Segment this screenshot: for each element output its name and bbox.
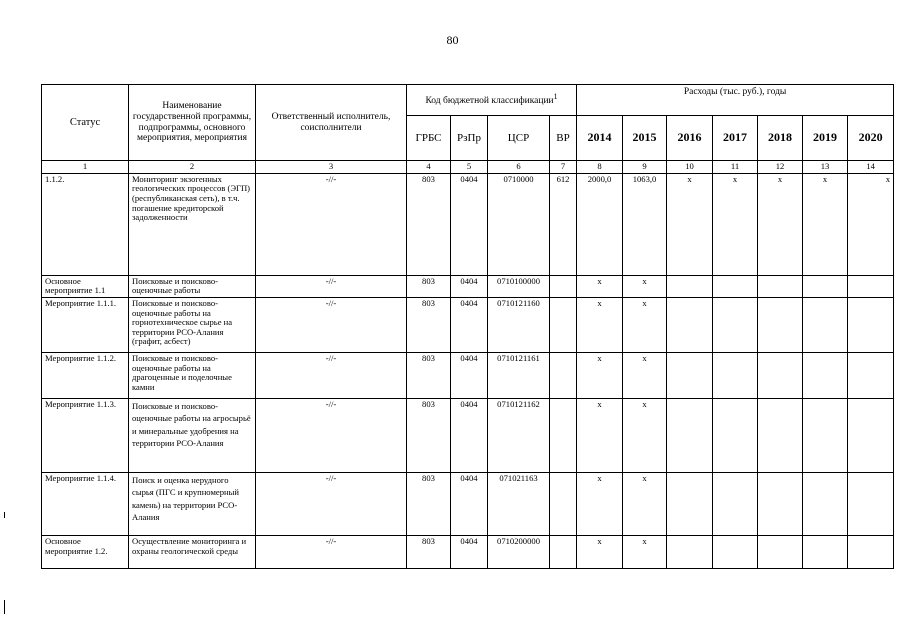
column-number: 4	[407, 161, 451, 174]
header-status: Статус	[42, 85, 129, 161]
row-2014: x	[577, 535, 623, 568]
row-2020: x	[848, 173, 894, 275]
header-grbs: ГРБС	[407, 116, 451, 161]
budget-code-label: Код бюджетной классификации	[425, 96, 554, 107]
column-number: 12	[758, 161, 803, 174]
page-number: 80	[446, 33, 459, 47]
scan-edge-mark	[4, 600, 5, 614]
scan-edge-mark	[4, 512, 5, 518]
row-vr	[550, 472, 577, 535]
row-executor: -//-	[256, 275, 407, 297]
row-2019	[803, 352, 848, 398]
row-2015: x	[623, 275, 667, 297]
column-number: 10	[667, 161, 713, 174]
row-status: Мероприятие 1.1.1.	[42, 297, 129, 352]
row-2017	[713, 535, 758, 568]
row-executor: -//-	[256, 535, 407, 568]
row-status: Мероприятие 1.1.4.	[42, 472, 129, 535]
row-grbs: 803	[407, 275, 451, 297]
row-2017	[713, 275, 758, 297]
row-vr: 612	[550, 173, 577, 275]
row-2018	[758, 535, 803, 568]
header-year-2017: 2017	[713, 116, 758, 161]
table-row	[42, 275, 894, 297]
header-year-2018: 2018	[758, 116, 803, 161]
row-vr	[550, 398, 577, 472]
table-row	[42, 472, 894, 535]
row-2018	[758, 275, 803, 297]
row-2020	[848, 352, 894, 398]
row-csr: 0710121162	[488, 398, 550, 472]
row-2015: x	[623, 297, 667, 352]
row-grbs: 803	[407, 535, 451, 568]
row-rzpr: 0404	[451, 398, 488, 472]
row-2014: 2000,0	[577, 173, 623, 275]
column-number: 9	[623, 161, 667, 174]
row-2015: x	[623, 398, 667, 472]
row-name: Осуществление мониторинга и охраны геологической среды	[129, 535, 256, 568]
header-csr: ЦСР	[488, 116, 550, 161]
row-csr: 0710121161	[488, 352, 550, 398]
row-grbs: 803	[407, 398, 451, 472]
row-grbs: 803	[407, 352, 451, 398]
header-budget-code	[407, 85, 577, 116]
row-status: Мероприятие 1.1.3.	[42, 398, 129, 472]
row-2015: 1063,0	[623, 173, 667, 275]
row-status: Мероприятие 1.1.2.	[42, 352, 129, 398]
row-rzpr: 0404	[451, 297, 488, 352]
row-vr	[550, 352, 577, 398]
row-2020	[848, 275, 894, 297]
row-grbs: 803	[407, 297, 451, 352]
header-row-1	[42, 85, 894, 116]
row-2016	[667, 472, 713, 535]
row-2014: x	[577, 297, 623, 352]
row-name: Поисковые и поисково-оценочные работы на горнотехническое сырье на территории РСО-Алания (графит, асбест)	[129, 297, 256, 352]
row-2019	[803, 275, 848, 297]
budget-table	[41, 84, 894, 569]
row-status: Основное мероприятие 1.1	[42, 275, 129, 297]
row-2019	[803, 297, 848, 352]
row-2017	[713, 472, 758, 535]
row-executor: -//-	[256, 398, 407, 472]
row-vr	[550, 275, 577, 297]
row-2018: x	[758, 173, 803, 275]
column-number: 11	[713, 161, 758, 174]
row-2016	[667, 297, 713, 352]
column-number: 13	[803, 161, 848, 174]
row-vr	[550, 297, 577, 352]
budget-code-footnote: 1	[553, 92, 558, 102]
row-2016	[667, 275, 713, 297]
row-2017	[713, 297, 758, 352]
row-2017: x	[713, 173, 758, 275]
row-2014: x	[577, 472, 623, 535]
row-status: Основное мероприятие 1.2.	[42, 535, 129, 568]
row-2014: x	[577, 352, 623, 398]
row-2015: x	[623, 472, 667, 535]
row-2014: x	[577, 398, 623, 472]
column-number: 1	[42, 161, 129, 174]
row-2020	[848, 472, 894, 535]
row-rzpr: 0404	[451, 535, 488, 568]
row-2017	[713, 352, 758, 398]
row-executor: -//-	[256, 297, 407, 352]
header-year-2015: 2015	[623, 116, 667, 161]
header-year-2019: 2019	[803, 116, 848, 161]
row-rzpr: 0404	[451, 472, 488, 535]
header-expenses: Расходы (тыс. руб.), годы	[577, 85, 894, 116]
row-csr: 0710121160	[488, 297, 550, 352]
row-2020	[848, 297, 894, 352]
row-2020	[848, 535, 894, 568]
header-vr: ВР	[550, 116, 577, 161]
column-number: 3	[256, 161, 407, 174]
column-number: 6	[488, 161, 550, 174]
row-2016: x	[667, 173, 713, 275]
row-2019	[803, 535, 848, 568]
column-number: 8	[577, 161, 623, 174]
column-number: 5	[451, 161, 488, 174]
header-executor: Ответственный исполнитель, соисполнители	[256, 85, 407, 161]
row-2019	[803, 472, 848, 535]
row-status: 1.1.2.	[42, 173, 129, 275]
column-number: 14	[848, 161, 894, 174]
row-name: Поисковые и поисково-оценочные работы на драгоценные и поделочные камни	[129, 352, 256, 398]
row-2015: x	[623, 535, 667, 568]
row-2018	[758, 472, 803, 535]
row-grbs: 803	[407, 472, 451, 535]
column-number: 7	[550, 161, 577, 174]
row-csr: 0710100000	[488, 275, 550, 297]
row-2018	[758, 398, 803, 472]
row-rzpr: 0404	[451, 275, 488, 297]
row-2020	[848, 398, 894, 472]
row-executor: -//-	[256, 472, 407, 535]
row-2014: x	[577, 275, 623, 297]
row-2019: x	[803, 173, 848, 275]
row-name: Мониторинг экзогенных геологических процессов (ЭГП) (республиканская сеть), в т.ч. погашение кредиторской задолженности	[129, 173, 256, 275]
row-csr: 0710000	[488, 173, 550, 275]
table-row	[42, 173, 894, 275]
table-row	[42, 535, 894, 568]
row-name: Поиск и оценка нерудного сырья (ПГС и крупномерный камень) на территории РСО-Алания	[129, 472, 256, 535]
column-number: 2	[129, 161, 256, 174]
row-rzpr: 0404	[451, 173, 488, 275]
column-number-row	[42, 161, 894, 174]
table-row	[42, 398, 894, 472]
row-2016	[667, 352, 713, 398]
row-executor: -//-	[256, 173, 407, 275]
row-name: Поисковые и поисково-оценочные работы на агросырьё и минеральные удобрения на территории РСО-Алания	[129, 398, 256, 472]
row-csr: 071021163	[488, 472, 550, 535]
header-rzpr: РзПр	[451, 116, 488, 161]
row-2015: x	[623, 352, 667, 398]
table-row	[42, 352, 894, 398]
row-2018	[758, 297, 803, 352]
row-executor: -//-	[256, 352, 407, 398]
row-2016	[667, 535, 713, 568]
row-2019	[803, 398, 848, 472]
header-year-2020: 2020	[848, 116, 894, 161]
row-2017	[713, 398, 758, 472]
table-row	[42, 297, 894, 352]
header-year-2016: 2016	[667, 116, 713, 161]
header-name: Наименование государственной программы, подпрограммы, основного мероприятия, мероприятия	[129, 85, 256, 161]
row-vr	[550, 535, 577, 568]
header-year-2014: 2014	[577, 116, 623, 161]
row-csr: 0710200000	[488, 535, 550, 568]
row-name: Поисковые и поисково-оценочные работы	[129, 275, 256, 297]
row-rzpr: 0404	[451, 352, 488, 398]
row-2018	[758, 352, 803, 398]
row-grbs: 803	[407, 173, 451, 275]
row-2016	[667, 398, 713, 472]
